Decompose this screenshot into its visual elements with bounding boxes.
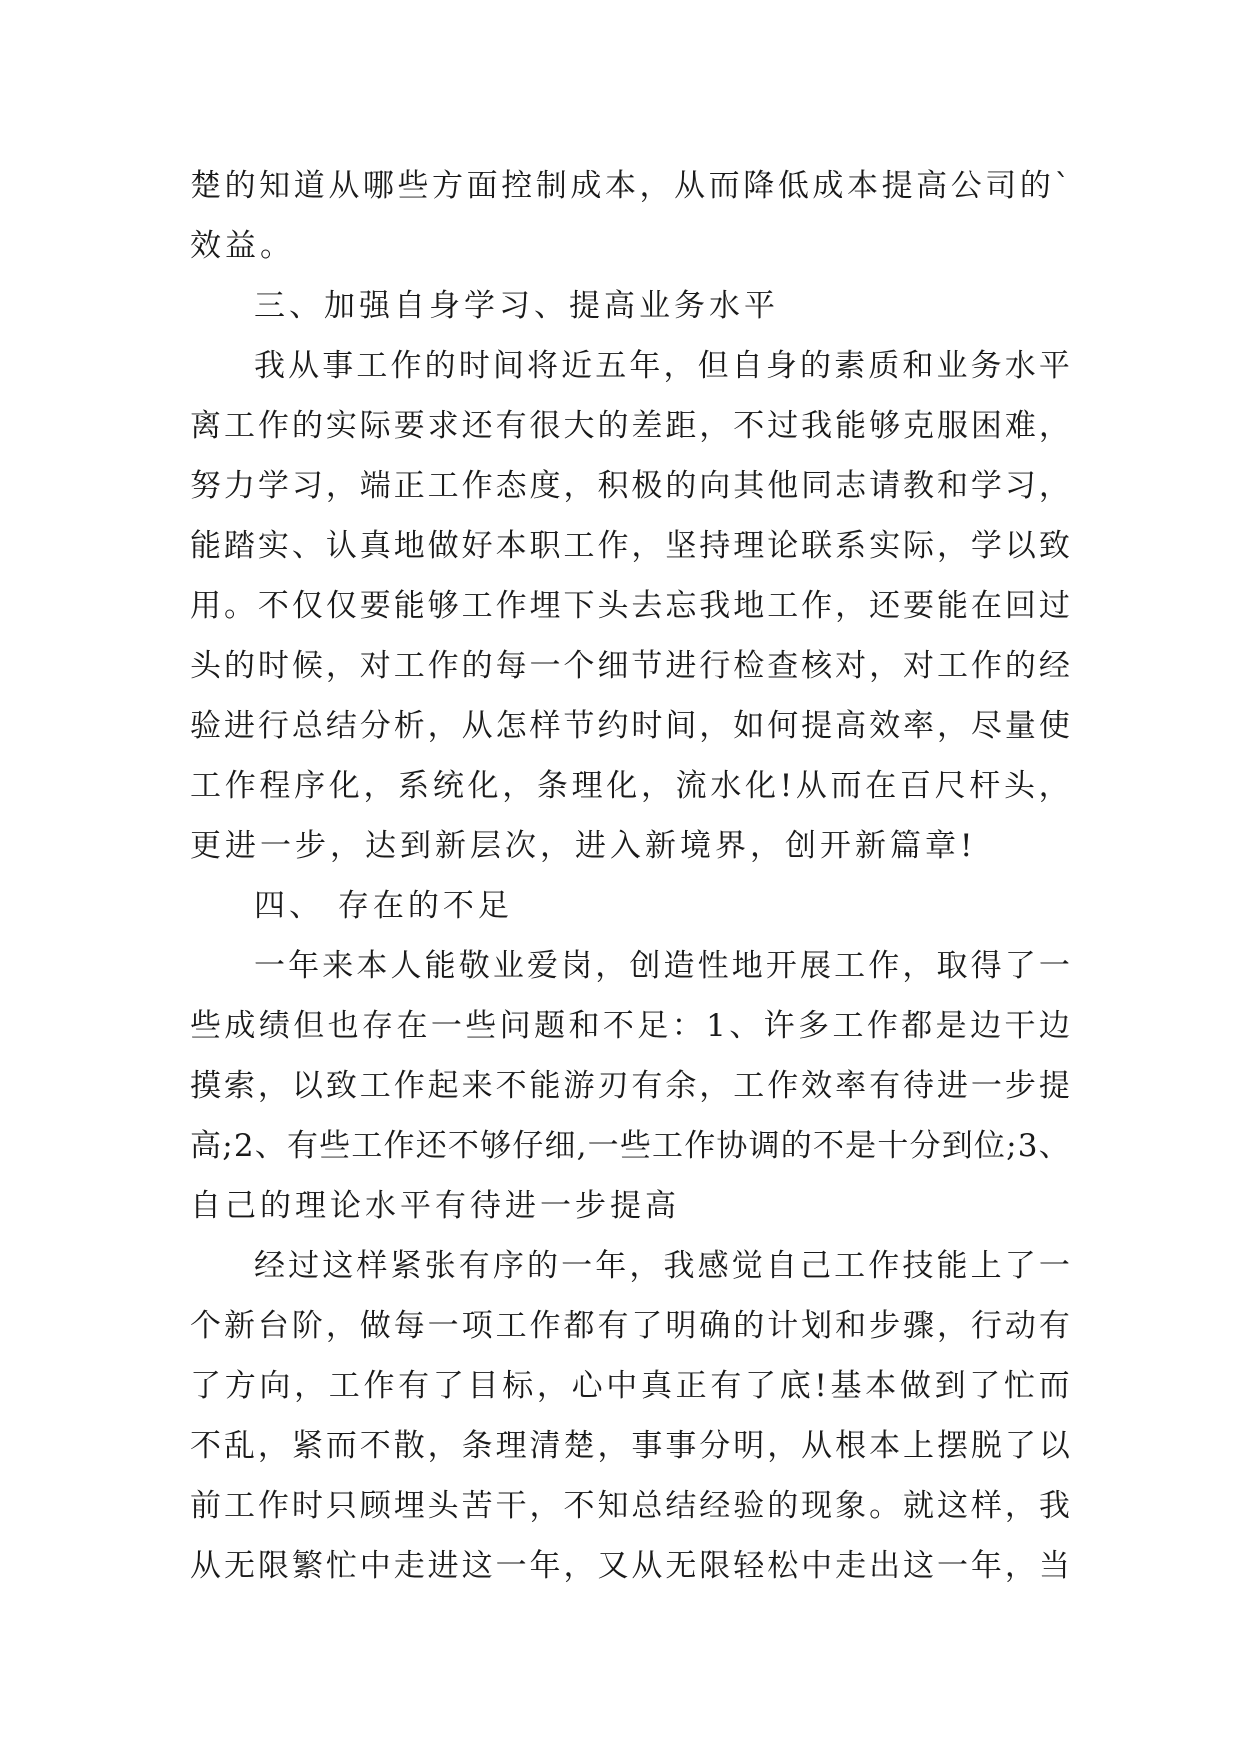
text-line: 头 的 时 候 ， 对 工 作 的 每 一 个 细 节 进 行 检 查 核 对 ， 对 工 作 的 经 bbox=[190, 648, 1070, 684]
text-line: 些 成 绩 但 也 存 在 一 些 问 题 和 不 足 ： 1 、 许 多 工 作 都 是 边 干 边 bbox=[190, 1008, 1070, 1044]
text-line: 验 进 行 总 结 分 析 ， 从 怎 样 节 约 时 间 ， 如 何 提 高 效 率 ， 尽 量 使 bbox=[190, 708, 1070, 744]
text-line: 能 踏 实 、 认 真 地 做 好 本 职 工 作 ， 坚 持 理 论 联 系 实 际 ， 学 以 致 bbox=[190, 528, 1070, 564]
text-line: 工 作 程 序 化 ， 系 统 化 ， 条 理 化 ， 流 水 化 ! 从 而 在 百 尺 杆 头 ， bbox=[190, 768, 1070, 804]
text-line: 离 工 作 的 实 际 要 求 还 有 很 大 的 差 距 ， 不 过 我 能 够 克 服 困 难 ， bbox=[190, 408, 1070, 444]
text-line: 用 。 不 仅 仅 要 能 够 工 作 埋 下 头 去 忘 我 地 工 作 ， 还 要 能 在 回 过 bbox=[190, 588, 1070, 624]
text-line: 从 无 限 繁 忙 中 走 进 这 一 年 ， 又 从 无 限 轻 松 中 走 出 这 一 年 ， 当 bbox=[190, 1548, 1070, 1584]
text-line: 更进一步，达到新层次，进入新境界，创开新篇章! bbox=[190, 828, 977, 864]
body-text bbox=[190, 156, 1070, 1596]
text-line: 自己的理论水平有待进一步提高 bbox=[190, 1188, 680, 1224]
text-line: 前 工 作 时 只 顾 埋 头 苦 干 ， 不 知 总 结 经 验 的 现 象 。 就 这 样 ， 我 bbox=[190, 1488, 1070, 1524]
text-line: 了 方 向 ， 工 作 有 了 目 标 ， 心 中 真 正 有 了 底 ! 基 本 做 到 了 忙 而 bbox=[190, 1368, 1070, 1404]
text-line: 努 力 学 习 ， 端 正 工 作 态 度 ， 积 极 的 向 其 他 同 志 请 教 和 学 习 ， bbox=[190, 468, 1070, 504]
text-line: 三、加强自身学习、提高业务水平 bbox=[254, 288, 779, 324]
text-line: 效益。 bbox=[190, 228, 295, 264]
text-line: 经 过 这 样 紧 张 有 序 的 一 年 ， 我 感 觉 自 己 工 作 技 能 上 了 一 bbox=[254, 1248, 1070, 1284]
text-line: 楚 的 知 道 从 哪 些 方 面 控 制 成 本 ， 从 而 降 低 成 本 提 高 公 司 的 ` bbox=[190, 168, 1070, 204]
text-line: 我 从 事 工 作 的 时 间 将 近 五 年 ， 但 自 身 的 素 质 和 业 务 水 平 bbox=[254, 348, 1070, 384]
text-line: 不 乱 ， 紧 而 不 散 ， 条 理 清 楚 ， 事 事 分 明 ， 从 根 本 上 摆 脱 了 以 bbox=[190, 1428, 1070, 1464]
text-line: 个 新 台 阶 ， 做 每 一 项 工 作 都 有 了 明 确 的 计 划 和 步 骤 ， 行 动 有 bbox=[190, 1308, 1070, 1344]
text-line: 一 年 来 本 人 能 敬 业 爱 岗 ， 创 造 性 地 开 展 工 作 ， 取 得 了 一 bbox=[254, 948, 1070, 984]
text-line: 高 ; 2 、 有 些 工 作 还 不 够 仔 细 , 一 些 工 作 协 调 的 不 是 十 分 到 位 ; 3 、 bbox=[190, 1128, 1070, 1164]
text-line: 摸 索 ， 以 致 工 作 起 来 不 能 游 刃 有 余 ， 工 作 效 率 有 待 进 一 步 提 bbox=[190, 1068, 1070, 1104]
text-line: 四、 存在的不足 bbox=[254, 888, 513, 924]
